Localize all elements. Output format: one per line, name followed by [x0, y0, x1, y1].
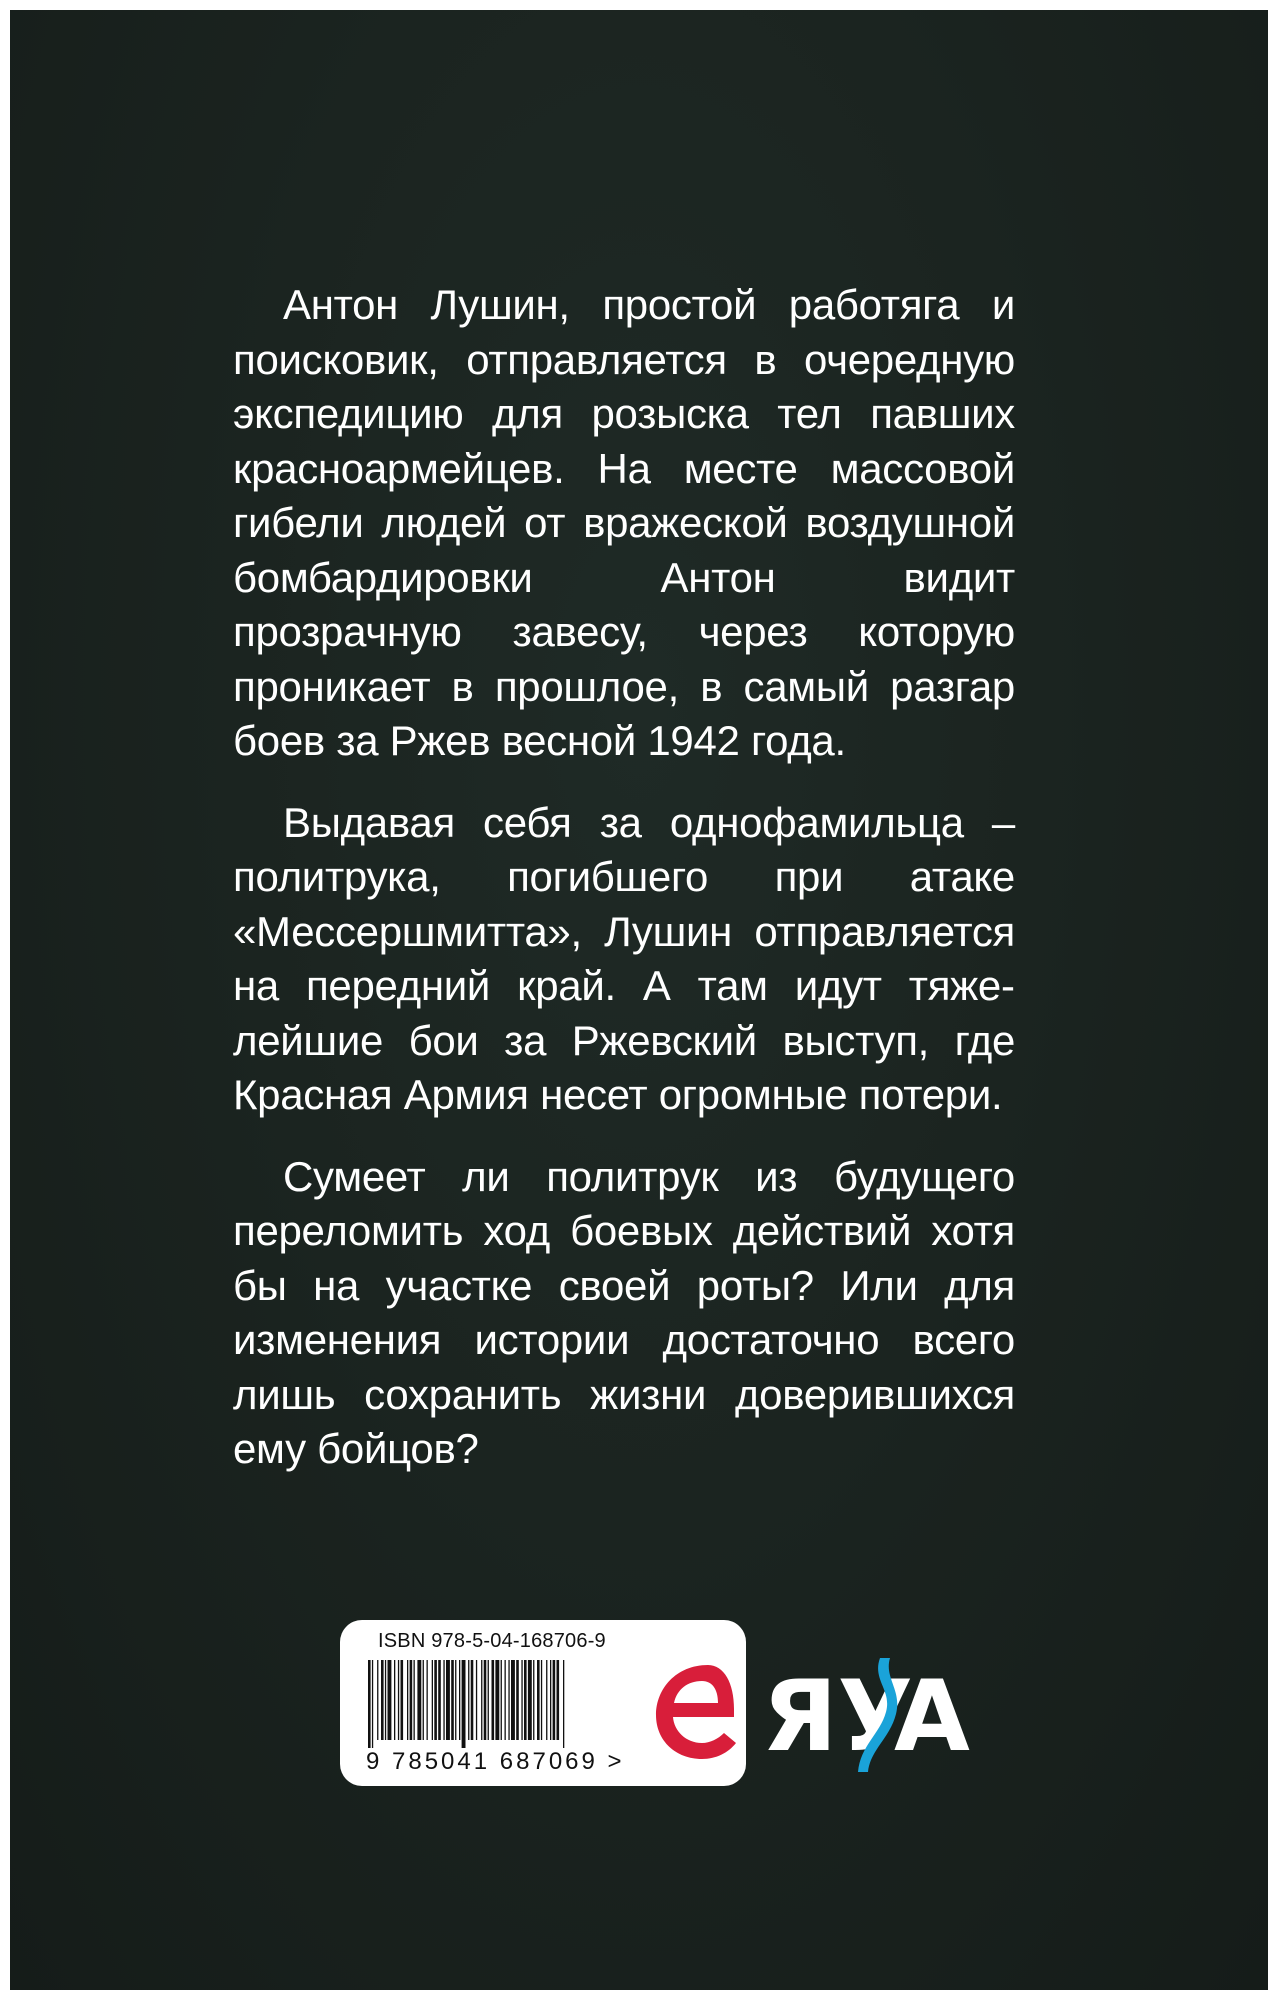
imprint-letters-1: ЯУ — [762, 1660, 914, 1774]
blurb-paragraph-1: Антон Лушин, простой работяга и поисковик, отправляется в очередную экспедицию для розыска тел павших красноармейцев. На месте массовой гибели людей от вражеской воздушной бомбардировки Антон видит прозрачную завесу, через которую проникает в прошлое, в самый разгар боев за Ржев весной 1942 года. — [233, 281, 1015, 764]
yauza-logo — [762, 1650, 970, 1780]
barcode-digits: 9 785041 687069 > — [366, 1748, 625, 1775]
blurb-paragraph-2: Выдавая себя за однофамильца – политрука, погибшего при атаке «Мессершмитта», Лушин отправляется на передний край. А там идут тяжелейшие бои за Ржевский выступ, где Красная Армия несет огромные потери. — [233, 798, 1015, 1118]
imprint-letters-2: А — [894, 1660, 970, 1774]
isbn-label: ISBN 978-5-04-168706-9 — [378, 1630, 606, 1652]
blurb-paragraph-3: Сумеет ли политрук из будущего переломить ход боевых действий хотя бы на участке своей роты? Или для изменения истории достаточно всего лишь сохранить жизни доверившихся ему бойцов? — [233, 1152, 1015, 1472]
barcode — [368, 1660, 642, 1748]
blurb-text — [233, 278, 1015, 1504]
back-cover — [10, 10, 1268, 1990]
eksmo-e-icon — [646, 1657, 742, 1767]
